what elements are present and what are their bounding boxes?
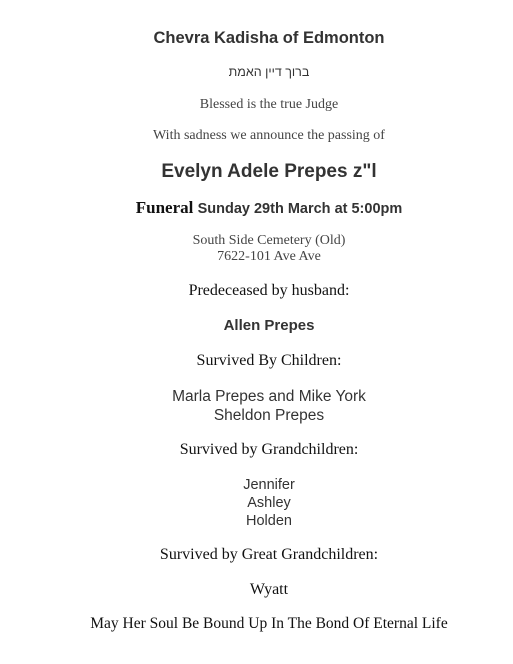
list-item: Marla Prepes and Mike York <box>172 388 366 405</box>
cemetery-name: South Side Cemetery (Old) <box>192 233 346 248</box>
husband-name: Allen Prepes <box>223 317 315 334</box>
announcement-text: With sadness we announce the passing of <box>153 128 385 143</box>
children-heading: Survived By Children: <box>196 352 342 369</box>
funeral-line <box>0 198 513 218</box>
list-item: Jennifer <box>243 477 295 493</box>
deceased-name: Evelyn Adele Prepes z"l <box>161 161 377 182</box>
great-grandchildren-heading: Survived by Great Grandchildren: <box>159 546 379 563</box>
list-item: Holden <box>246 513 292 529</box>
funeral-location <box>0 233 513 265</box>
funeral-datetime: Sunday 29th March at 5:00pm <box>197 201 403 217</box>
list-item: Ashley <box>247 495 291 511</box>
funeral-label: Funeral <box>135 198 194 217</box>
cemetery-address: 7622-101 Ave Ave <box>217 249 321 264</box>
grandchildren-heading: Survived by Grandchildren: <box>179 441 359 458</box>
children-list <box>0 387 513 425</box>
grandchildren-list <box>0 476 513 530</box>
blessing-translation: Blessed is the true Judge <box>199 97 339 112</box>
list-item: Sheldon Prepes <box>213 407 325 424</box>
great-grandchild-name: Wyatt <box>249 581 289 598</box>
hebrew-blessing: ברוך דיין האמת <box>228 65 310 79</box>
organization-title: Chevra Kadisha of Edmonton <box>153 29 385 47</box>
predeceased-heading: Predeceased by husband: <box>188 282 350 299</box>
closing-blessing: May Her Soul Be Bound Up In The Bond Of Eternal Life <box>90 615 448 632</box>
